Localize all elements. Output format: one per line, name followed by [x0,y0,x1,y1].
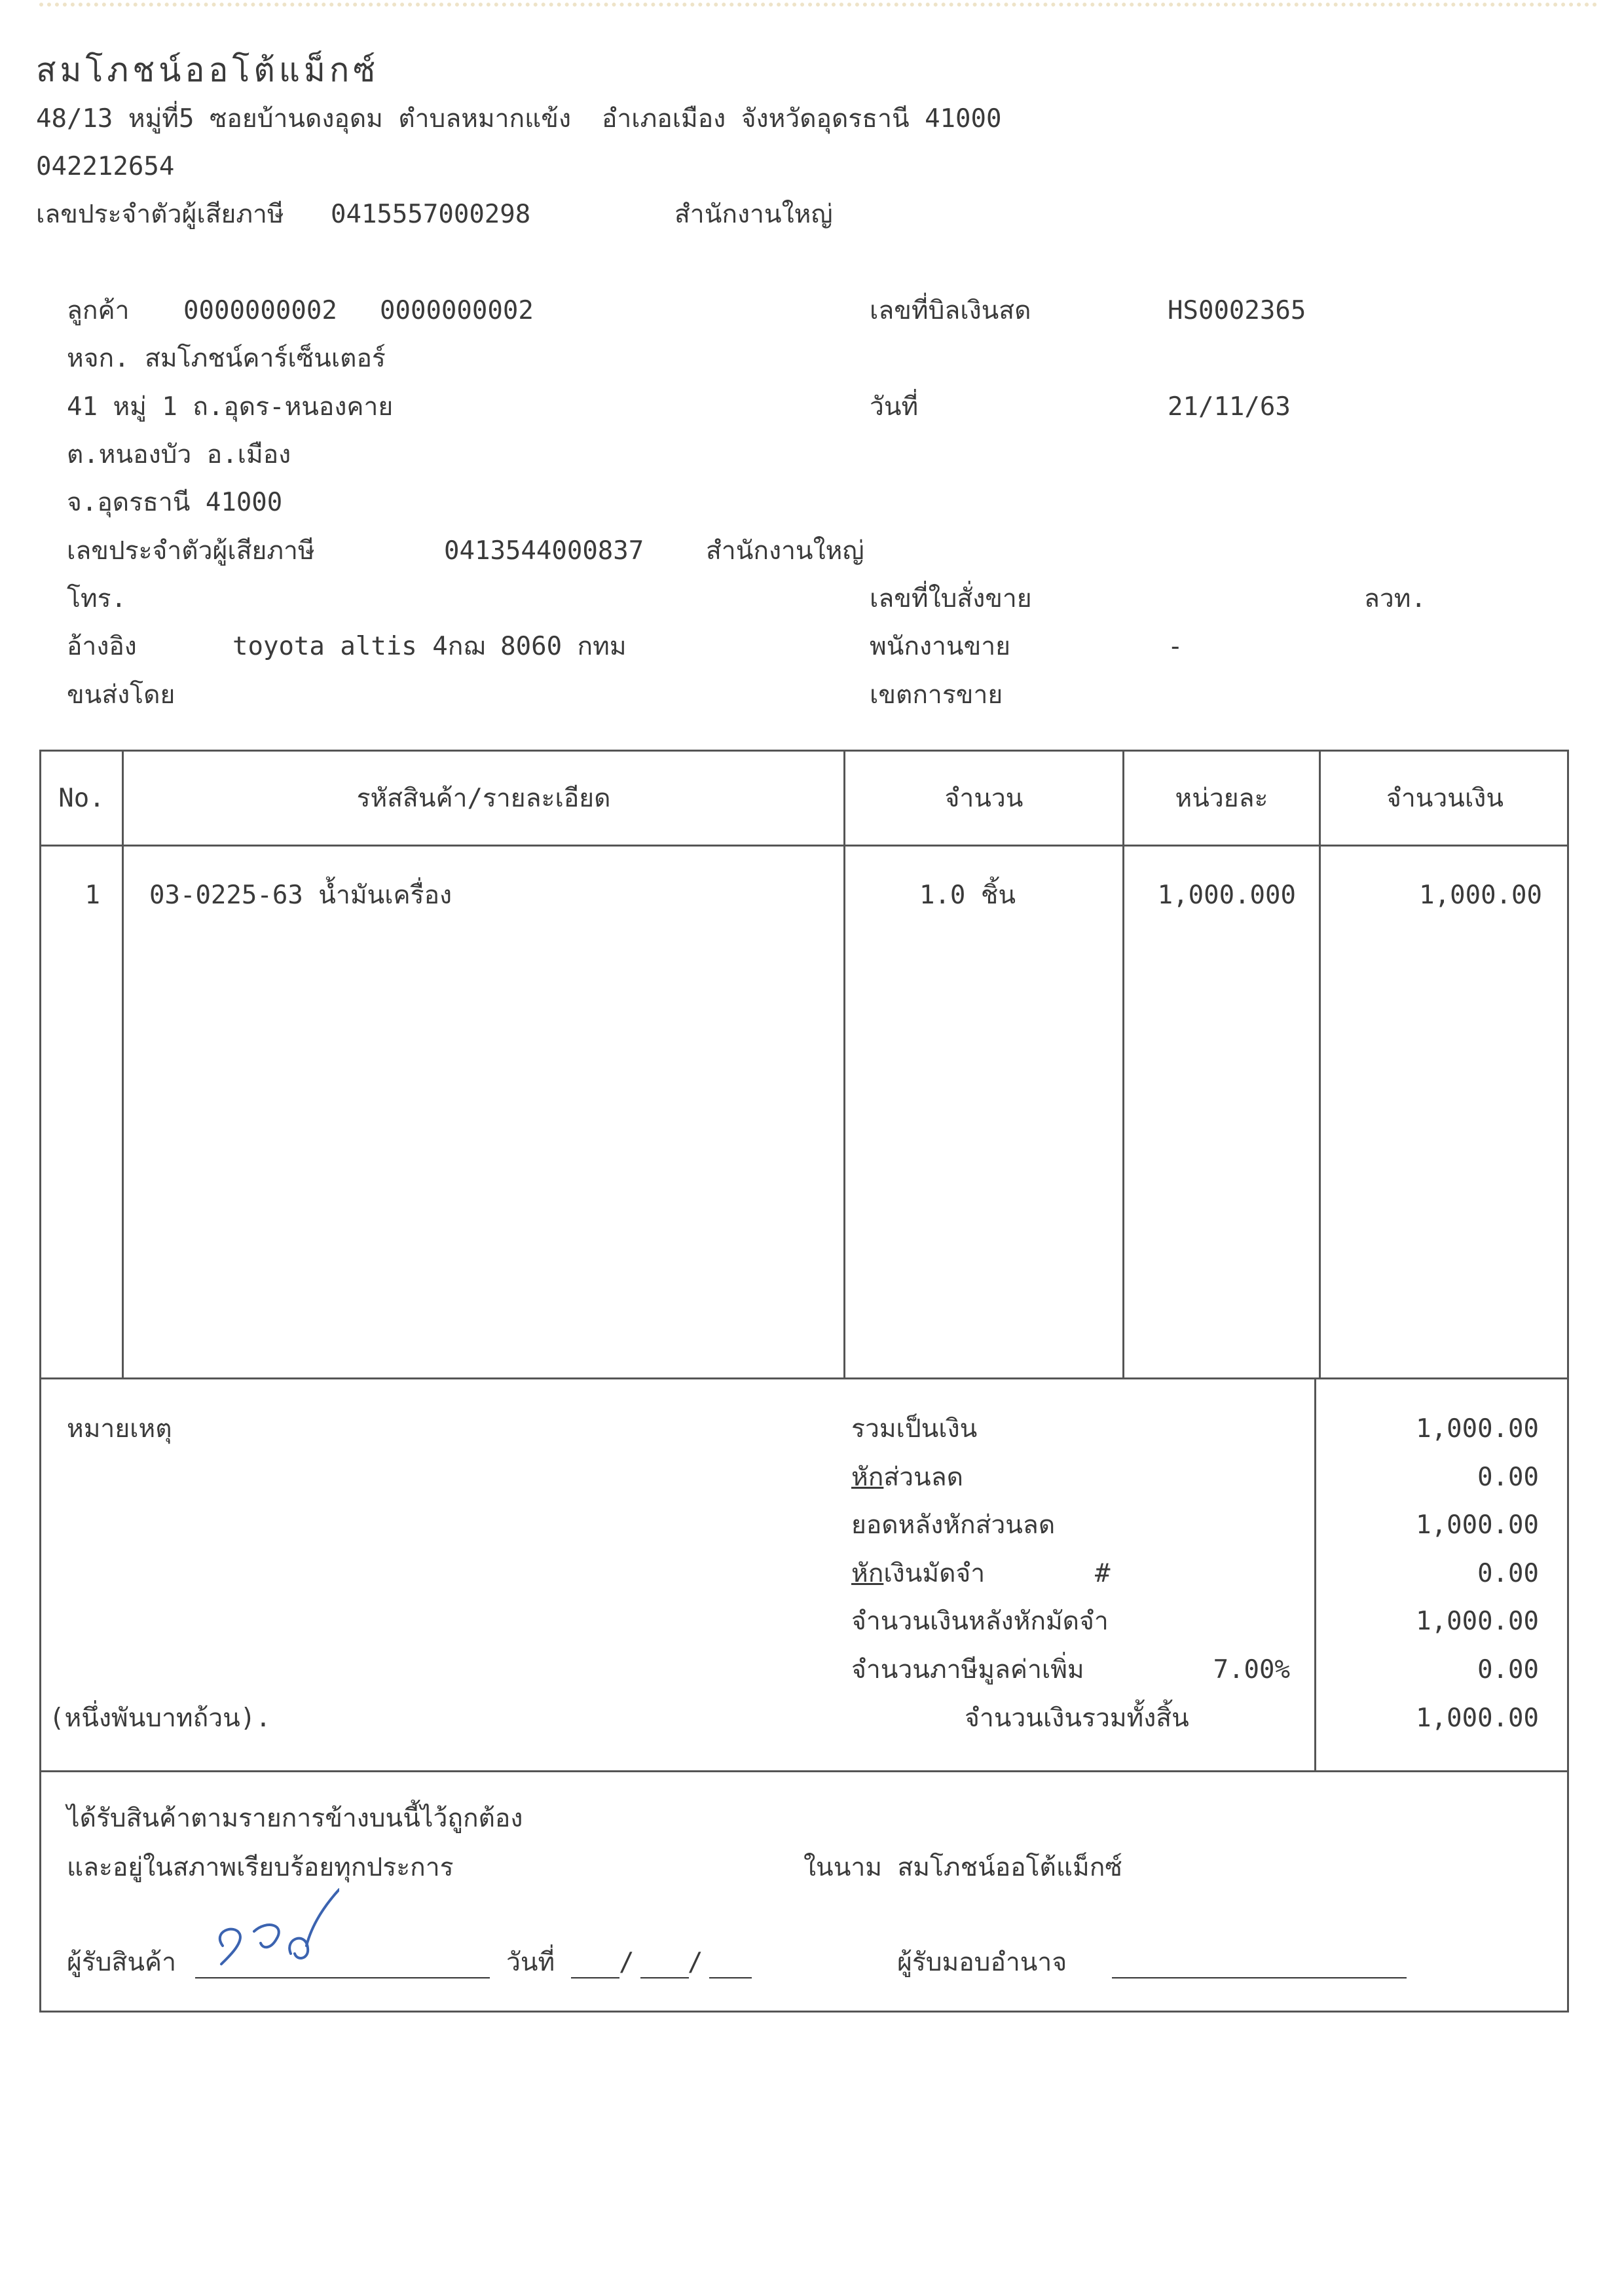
customer-branch: สำนักงานใหญ่ [706,536,864,566]
after-discount-value: 1,000.00 [1416,1510,1539,1540]
reference-label: อ้างอิง [67,632,137,661]
deposit-label [851,1561,985,1586]
amount-in-words: (หนึ่งพันบาทถ้วน). [49,1704,271,1733]
header-amount: จำนวนเงิน [1386,784,1504,813]
company-branch: สำนักงานใหญ่ [674,200,833,229]
salesperson-value: - [1168,632,1183,661]
reference-value: toyota altis 4กฌ 8060 กทม [232,632,627,661]
customer-address-2: ต.หนองบัว อ.เมือง [67,440,291,469]
shipping-label: ขนส่งโดย [67,680,175,710]
receive-date-day [571,1977,619,1978]
deposit-mark: # [1095,1559,1111,1588]
col-divider-qty [1122,750,1124,1379]
company-name: สมโภชน์ออโต้แม็กซ์ [36,51,380,89]
table-header-divider [39,845,1569,847]
grand-total-value: 1,000.00 [1416,1704,1539,1733]
deposit-prefix: หัก [851,1559,884,1588]
customer-code-2: 0000000002 [380,296,534,325]
receive-date-year [709,1977,752,1978]
header-unit-price: หน่วยละ [1175,784,1268,813]
customer-name: หจก. สมโภชน์คาร์เซ็นเตอร์ [67,344,386,373]
date-slash-2: / [688,1948,703,1977]
company-taxid: 0415557000298 [331,200,531,229]
vat-value: 0.00 [1477,1655,1539,1685]
company-phone: 042212654 [36,152,175,181]
company-address: 48/13 หมู่ที่5 ซอยบ้านดงอุดม ตำบลหมากแข้ง อำเภอเมือง จังหวัดอุดรธานี 41000 [36,104,1002,134]
customer-address-1: 41 หมู่ 1 ถ.อุดร-หนองคาย [67,392,394,422]
summary-divider [1314,1377,1316,1772]
customer-code-1: 0000000002 [183,296,337,325]
after-discount-label: ยอดหลังหักส่วนลด [851,1510,1056,1540]
header-description: รหัสสินค้า/รายละเอียด [356,784,611,813]
after-deposit-label: จำนวนเงินหลังหักมัดจำ [851,1607,1109,1636]
received-text-1: ได้รับสินค้าตามรายการข้างบนนี้ไว้ถูกต้อง [67,1804,523,1833]
customer-taxid: 0413544000837 [444,536,644,566]
handwritten-signature [208,1886,339,1977]
discount-prefix: หัก [851,1463,884,1492]
row-unit-price: 1,000.000 [1157,881,1296,910]
salesperson-label: พนักงานขาย [870,632,1010,661]
col-divider-desc [843,750,845,1379]
discount-value: 0.00 [1477,1463,1539,1492]
authorized-signature-line [1112,1977,1407,1978]
receive-date-label: วันที่ [506,1948,555,1977]
sales-area-label: เขตการขาย [870,680,1003,710]
deposit-value: 0.00 [1477,1559,1539,1588]
sales-order-extra: ลวท. [1364,584,1426,613]
vat-label: จำนวนภาษีมูลค่าเพิ่ม [851,1655,1084,1685]
receiver-label: ผู้รับสินค้า [67,1948,177,1977]
customer-taxid-label: เลขประจำตัวผู้เสียภาษี [67,536,315,566]
receive-date-month [640,1977,689,1978]
total-value: 1,000.00 [1416,1414,1539,1444]
customer-label: ลูกค้า [67,296,130,325]
customer-phone-label: โทร. [67,584,127,613]
invoice-date-label: วันที่ [870,392,919,422]
header-quantity: จำนวน [944,784,1024,813]
total-label: รวมเป็นเงิน [851,1414,978,1444]
row-quantity: 1.0 ชิ้น [919,881,1016,910]
customer-address-3: จ.อุดรธานี 41000 [67,488,283,517]
company-taxid-label: เลขประจำตัวผู้เสียภาษี [36,200,284,229]
deposit-text: เงินมัดจำ [883,1559,986,1588]
grand-total-label: จำนวนเงินรวมทั้งสิ้น [965,1704,1189,1733]
authorized-label: ผู้รับมอบอำนาจ [897,1948,1067,1977]
col-divider-unit [1319,750,1321,1379]
invoice-no-label: เลขที่บิลเงินสด [870,296,1031,325]
header-no: No. [58,784,105,813]
row-description: 03-0225-63 น้ำมันเครื่อง [149,881,452,910]
invoice-no: HS0002365 [1168,296,1306,325]
discount-text: ส่วนลด [883,1463,963,1492]
receiver-signature-line [195,1977,490,1978]
discount-label [851,1465,963,1490]
row-no: 1 [84,881,100,910]
invoice-date: 21/11/63 [1168,392,1291,422]
scan-edge-speckle [39,3,1598,7]
vat-rate: 7.00% [1213,1655,1290,1685]
sales-order-label: เลขที่ใบสั่งขาย [870,584,1032,613]
date-slash-1: / [619,1948,635,1977]
row-amount: 1,000.00 [1419,881,1542,910]
after-deposit-value: 1,000.00 [1416,1607,1539,1636]
remark-label: หมายเหตุ [67,1414,172,1444]
received-text-2: และอยู่ในสภาพเรียบร้อยทุกประการ [67,1853,454,1882]
on-behalf-text: ในนาม สมโภชน์ออโต้แม็กซ์ [803,1853,1122,1882]
col-divider-no [122,750,124,1379]
